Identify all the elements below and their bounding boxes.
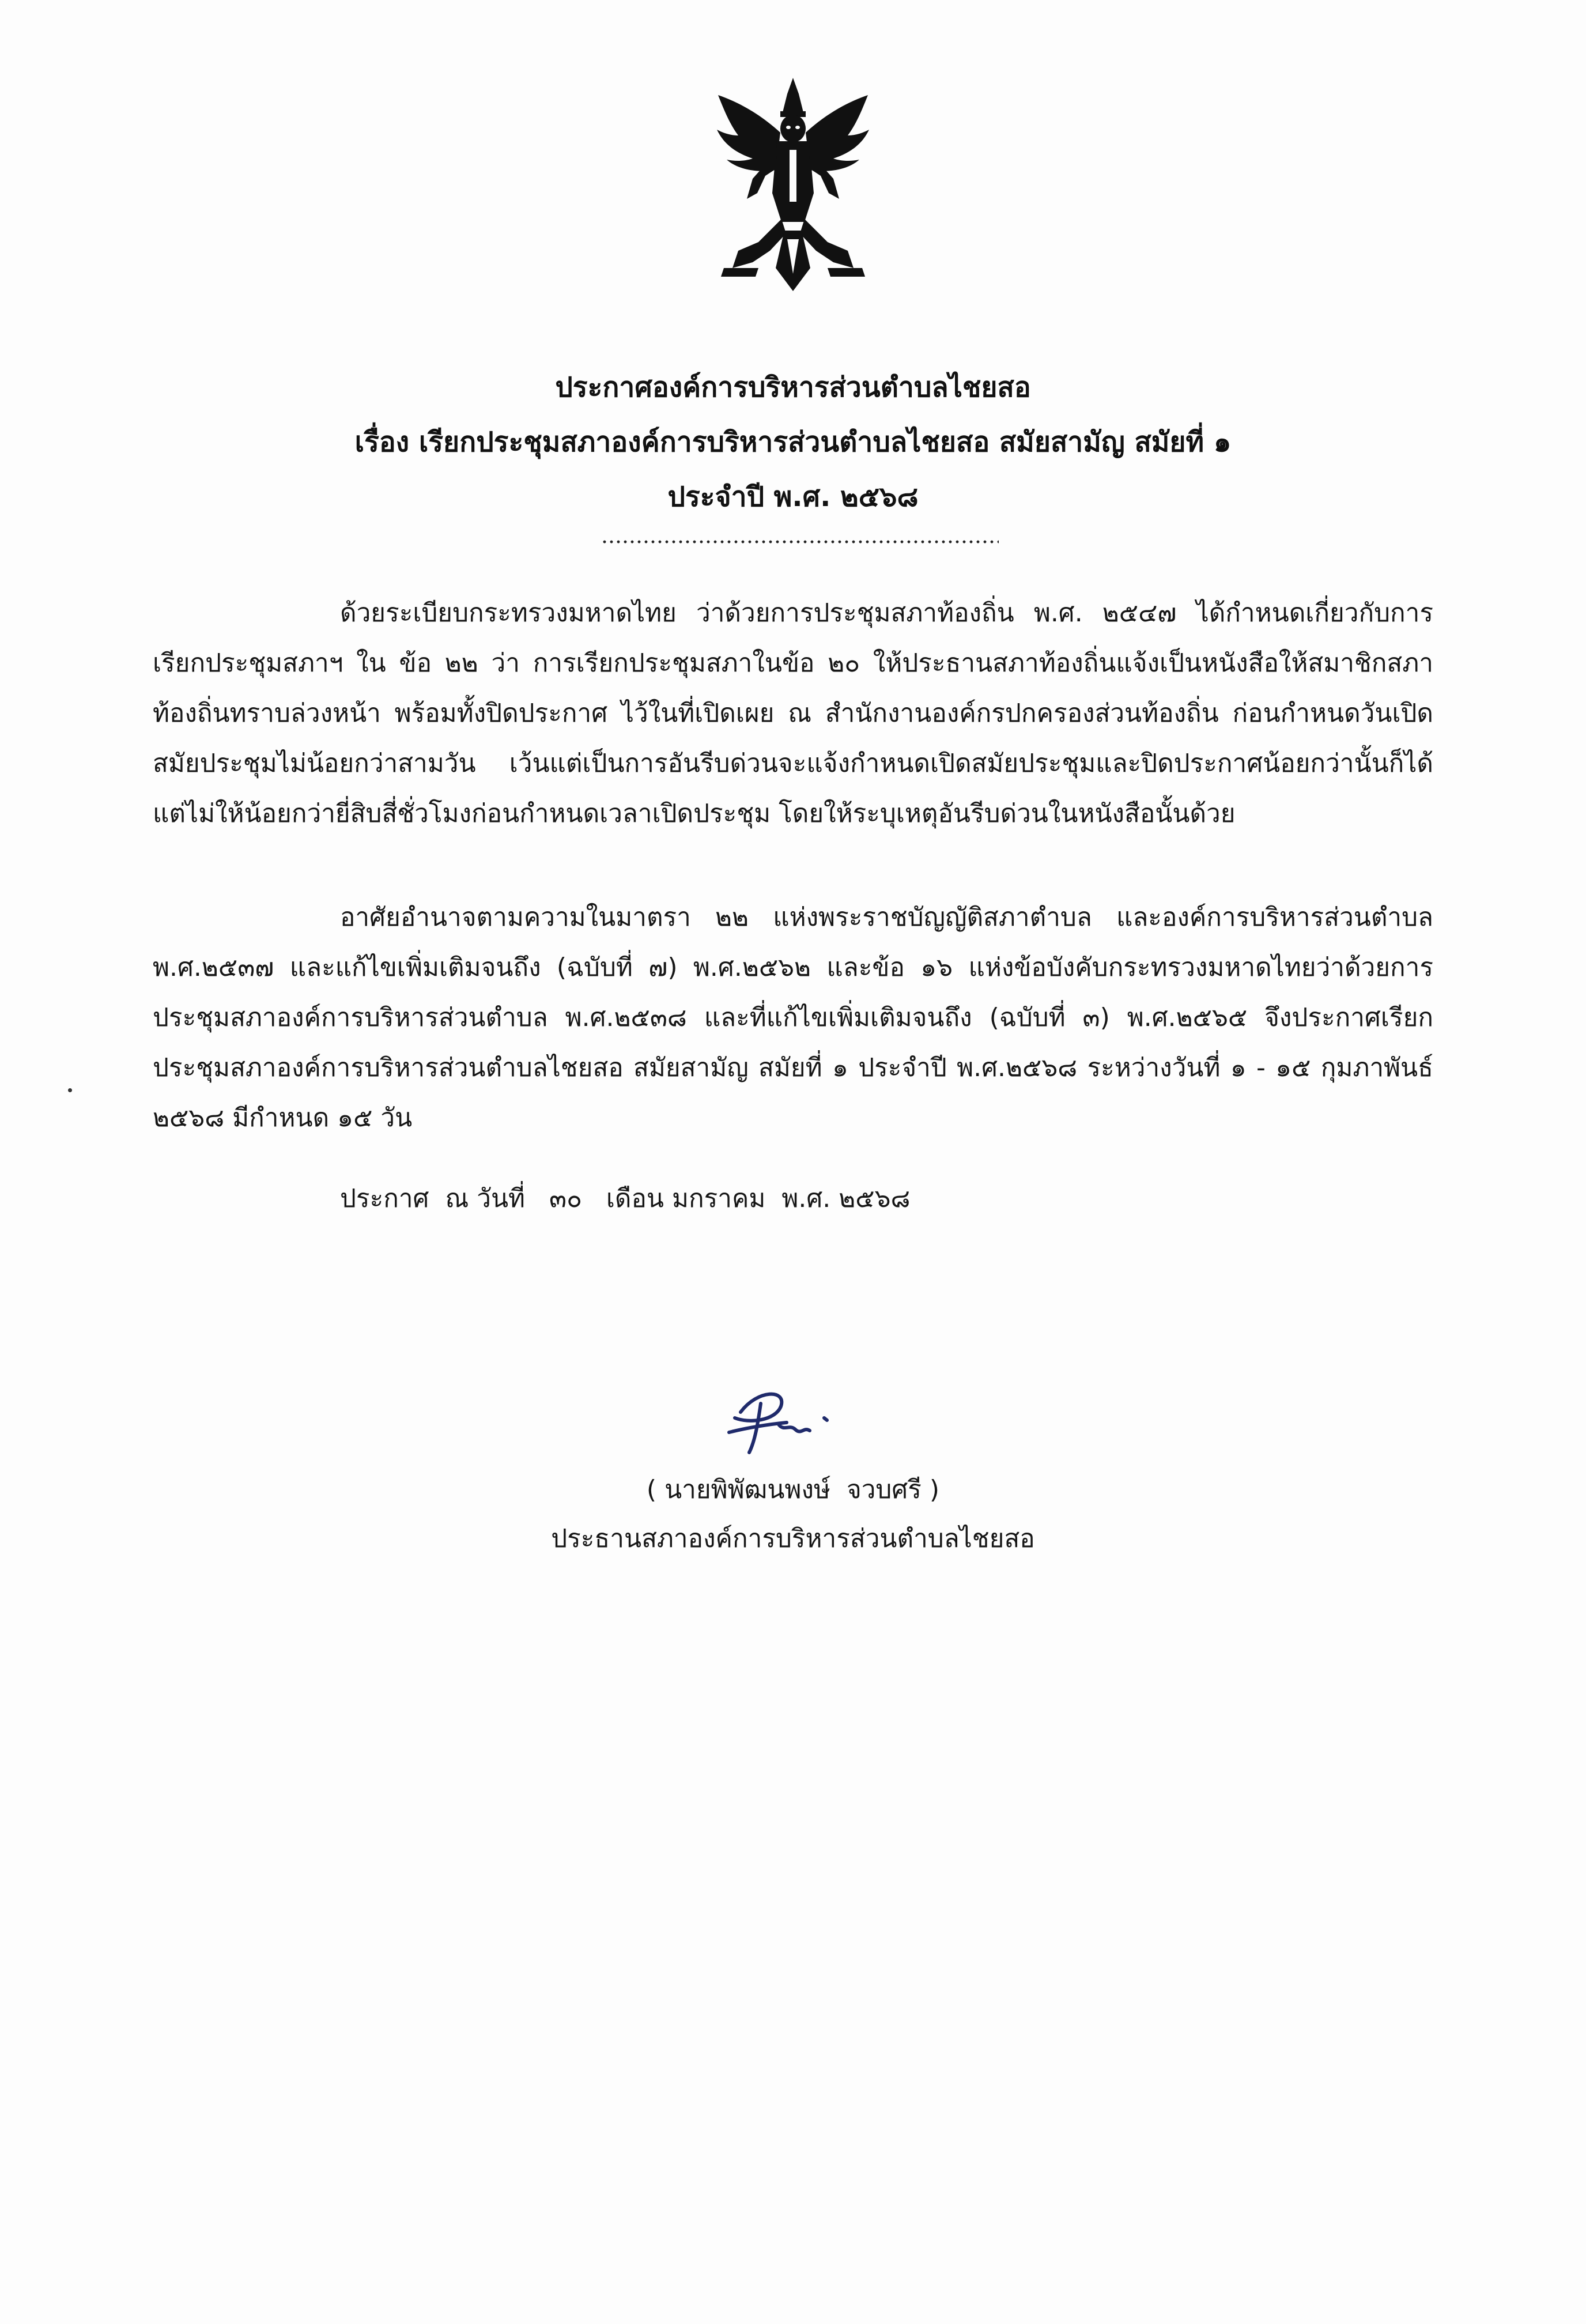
body-paragraph-1: ด้วยระเบียบกระทรวงมหาดไทย ว่าด้วยการประชุมสภาท้องถิ่น พ.ศ. ๒๕๔๗ ได้กำหนดเกี่ยวกับการเรียกประชุมสภาฯ ใน ข้อ ๒๒ ว่า การเรียกประชุมสภาในข้อ ๒๐ ให้ประธานสภาท้องถิ่นแจ้งเป็นหนังสือให้สมาชิกสภาท้องถิ่นทราบล่วงหน้า พร้อมทั้งปิดประกาศ ไว้ในที่เปิดเผย ณ สำนักงานองค์กรปกครองส่วนท้องถิ่น ก่อนกำหนดวันเปิดสมัยประชุมไม่น้อยกว่าสามวัน เว้นแต่เป็นการอันรีบด่วนจะแจ้งกำหนดเปิดสมัยประชุมและปิดประกาศน้อยกว่านั้นก็ได้แต่ไม่ให้น้อยกว่ายี่สิบสี่ชั่วโมงก่อนกำหนดเวลาเปิดประชุม โดยให้ระบุเหตุอันรีบด่วนในหนังสือนั้นด้วย <box>153 598 1433 828</box>
handwritten-signature-icon <box>718 1378 844 1464</box>
garuda-emblem-icon <box>712 78 874 291</box>
announcement-year: ประจำปี พ.ศ. ๒๕๖๘ <box>667 481 919 513</box>
scan-speck <box>68 1088 72 1092</box>
announcement-title: ประกาศองค์การบริหารส่วนตำบลไชยสอ <box>555 371 1031 403</box>
signer-name: ( นายพิพัฒนพงษ์ จวบศรี ) <box>646 1475 940 1504</box>
body-paragraph-2: อาศัยอำนาจตามความในมาตรา ๒๒ แห่งพระราชบัญญัติสภาตำบล และองค์การบริหารส่วนตำบล พ.ศ.๒๕๓๗ และแก้ไขเพิ่มเติมจนถึง (ฉบับที่ ๗) พ.ศ.๒๕๖๒ และข้อ ๑๖ แห่งข้อบังคับกระทรวงมหาดไทยว่าด้วยการประชุมสภาองค์การบริหารส่วนตำบล พ.ศ.๒๕๓๘ และที่แก้ไขเพิ่มเติมจนถึง (ฉบับที่ ๓) พ.ศ.๒๕๖๕ จึงประกาศเรียกประชุมสภาองค์การบริหารส่วนตำบลไชยสอ สมัยสามัญ สมัยที่ ๑ ประจำปี พ.ศ.๒๕๖๘ ระหว่างวันที่ ๑ - ๑๕ กุมภาพันธ์ ๒๕๖๘ มีกำหนด ๑๕ วัน <box>153 903 1434 1133</box>
announcement-subject: เรื่อง เรียกประชุมสภาองค์การบริหารส่วนตำบลไชยสอ สมัยสามัญ สมัยที่ ๑ <box>354 426 1232 458</box>
dotted-divider <box>601 539 999 545</box>
signer-position: ประธานสภาองค์การบริหารส่วนตำบลไชยสอ <box>551 1524 1035 1553</box>
announcement-date: ประกาศ ณ วันที่ ๓๐ เดือน มกราคม พ.ศ. ๒๕๖๘ <box>340 1184 911 1213</box>
